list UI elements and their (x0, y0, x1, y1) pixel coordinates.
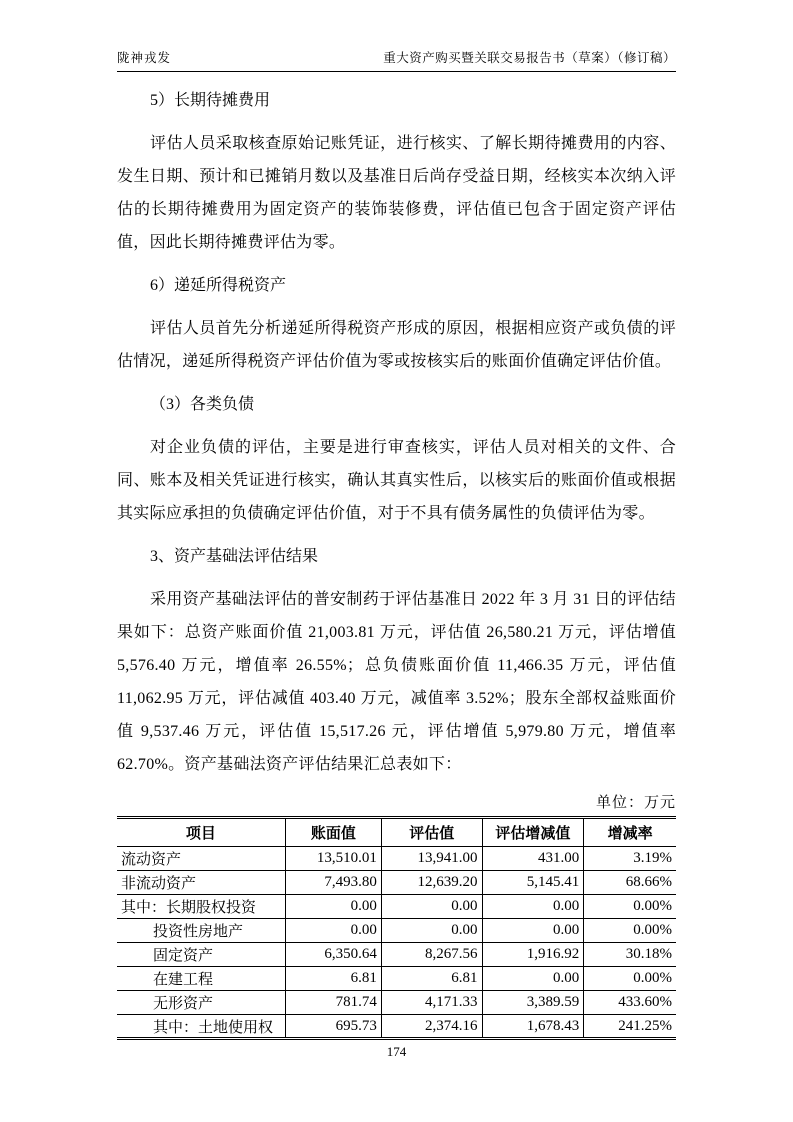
table-row (117, 991, 676, 1015)
table-row (117, 967, 676, 991)
row-change-rate: 433.60% (584, 991, 676, 1015)
row-book-value: 6,350.64 (285, 943, 381, 967)
page-number: 174 (386, 1044, 407, 1059)
row-book-value: 13,510.01 (285, 847, 381, 871)
row-book-value: 695.73 (285, 1015, 381, 1039)
column-header-book-value: 账面值 (285, 818, 381, 847)
row-change-value: 0.00 (482, 967, 584, 991)
row-item-label: 在建工程 (117, 967, 285, 991)
column-header-change: 评估增减值 (482, 818, 584, 847)
section-heading-asset-based-results: 3、资产基础法评估结果 (150, 548, 319, 565)
paragraph: 对企业负债的评估，主要是进行审查核实，评估人员对相关的文件、合同、账本及相关凭证进行核实，确认其真实性后，以核实后的账面价值或根据其实际应承担的负债确定评估价值，对于不具有债务属性的负债评估为零。 (117, 439, 676, 522)
section-heading-deferred-tax-assets: 6）递延所得税资产 (150, 277, 287, 294)
row-change-rate: 0.00% (584, 967, 676, 991)
page-header (117, 48, 676, 72)
row-item-label: 其中：长期股权投资 (117, 895, 285, 919)
row-assessed-value: 2,374.16 (381, 1015, 482, 1039)
row-item-label: 非流动资产 (117, 871, 285, 895)
header-report-title: 重大资产购买暨关联交易报告书（草案）（修订稿） (383, 51, 676, 65)
table-row (117, 943, 676, 967)
row-change-value: 1,916.92 (482, 943, 584, 967)
column-header-item: 项目 (117, 818, 285, 847)
table-row (117, 847, 676, 871)
table-row (117, 895, 676, 919)
row-change-rate: 0.00% (584, 895, 676, 919)
table-row (117, 919, 676, 943)
row-assessed-value: 0.00 (381, 895, 482, 919)
paragraph: 采用资产基础法评估的普安制药于评估基准日 2022 年 3 月 31 日的评估结果如下：总资产账面价值 21,003.81 万元，评估值 26,580.21 万元，评估增值 5,576.40 万元，增值率 26.55%；总负债账面价值 11,466.35 万元，评估值 11,062.95 万元，评估减值 403.40 万元，减值率 3.52%；股东全部权益账面价值 9,537.46 万元，评估值 15,517.26 元，评估增值 5,979.80 万元，增值率 62.70%。资产基础法资产评估结果汇总表如下： (117, 591, 676, 773)
row-assessed-value: 6.81 (381, 967, 482, 991)
table-header-row (117, 818, 676, 847)
header-company-name: 陇神戎发 (117, 51, 172, 65)
column-header-assessed-value: 评估值 (381, 818, 482, 847)
table-row (117, 871, 676, 895)
row-book-value: 781.74 (285, 991, 381, 1015)
row-item-label: 无形资产 (117, 991, 285, 1015)
paragraph: 评估人员首先分析递延所得税资产形成的原因，根据相应资产或负债的评估情况，递延所得税资产评估价值为零或按核实后的账面价值确定评估价值。 (117, 320, 676, 370)
page-content (117, 48, 676, 1040)
section-heading-deferred-expenses: 5）长期待摊费用 (150, 92, 271, 109)
row-item-label: 流动资产 (117, 847, 285, 871)
paragraph: 评估人员采取核查原始记账凭证，进行核实、了解长期待摊费用的内容、发生日期、预计和已摊销月数以及基准日后尚存受益日期，经核实本次纳入评估的长期待摊费用为固定资产的装饰装修费，评估值已包含于固定资产评估值，因此长期待摊费评估为零。 (117, 135, 676, 251)
row-book-value: 6.81 (285, 967, 381, 991)
row-assessed-value: 12,639.20 (381, 871, 482, 895)
row-change-rate: 241.25% (618, 1017, 672, 1034)
row-assessed-value: 0.00 (381, 919, 482, 943)
row-change-value: 0.00 (482, 919, 584, 943)
row-change-rate: 3.19% (584, 847, 676, 871)
row-item-label: 固定资产 (117, 943, 285, 967)
row-change-value: 5,145.41 (482, 871, 584, 895)
row-change-rate: 30.18% (584, 943, 676, 967)
table-row (117, 1015, 676, 1039)
document-body (117, 84, 676, 1040)
table-unit-label: 单位：万元 (595, 795, 676, 811)
column-header-change-rate: 增减率 (584, 818, 676, 847)
row-assessed-value: 13,941.00 (381, 847, 482, 871)
row-book-value: 0.00 (285, 919, 381, 943)
row-change-value: 0.00 (482, 895, 584, 919)
row-book-value: 0.00 (285, 895, 381, 919)
asset-valuation-summary-table (117, 816, 676, 1040)
row-assessed-value: 4,171.33 (381, 991, 482, 1015)
row-change-rate: 68.66% (584, 871, 676, 895)
row-change-value: 431.00 (482, 847, 584, 871)
row-assessed-value: 8,267.56 (381, 943, 482, 967)
row-item-label: 投资性房地产 (117, 919, 285, 943)
row-book-value: 7,493.80 (285, 871, 381, 895)
row-change-value: 1,678.43 (482, 1015, 584, 1039)
row-item-label: 其中：土地使用权 (117, 1015, 285, 1039)
section-heading-liabilities: （3）各类负债 (150, 396, 255, 413)
row-change-value: 3,389.59 (482, 991, 584, 1015)
row-change-rate: 0.00% (584, 919, 676, 943)
